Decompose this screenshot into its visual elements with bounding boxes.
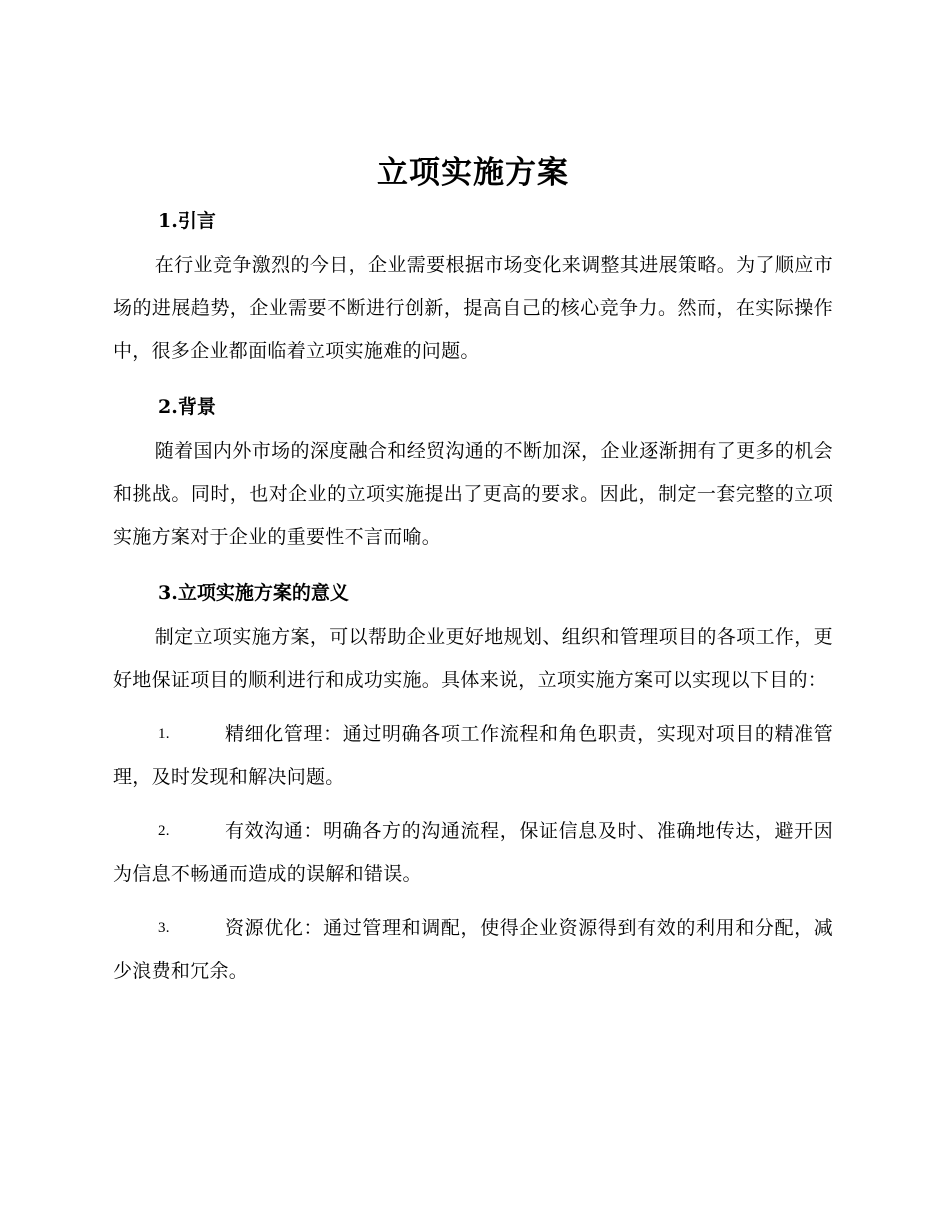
list-item-text: 有效沟通：明确各方的沟通流程，保证信息及时、准确地传达，避开因为信息不畅通而造成的误解和错误。 bbox=[113, 820, 833, 885]
list-item-text: 精细化管理：通过明确各项工作流程和角色职责，实现对项目的精准管理，及时发现和解决问题。 bbox=[113, 723, 833, 788]
list-item bbox=[113, 907, 833, 993]
list-item-number: 3. bbox=[158, 920, 170, 936]
list-item-text: 资源优化：通过管理和调配，使得企业资源得到有效的利用和分配，减少浪费和冗余。 bbox=[113, 917, 833, 982]
numbered-list bbox=[113, 713, 833, 993]
document-title: 立项实施方案 bbox=[377, 155, 569, 191]
section-paragraph-background: 随着国内外市场的深度融合和经贸沟通的不断加深，企业逐渐拥有了更多的机会和挑战。同时，也对企业的立项实施提出了更高的要求。因此，制定一套完整的立项实施方案对于企业的重要性不言而喻。 bbox=[113, 440, 833, 548]
section-paragraph-significance: 制定立项实施方案，可以帮助企业更好地规划、组织和管理项目的各项工作，更好地保证项目的顺利进行和成功实施。具体来说，立项实施方案可以实现以下目的： bbox=[113, 626, 833, 691]
section-heading-introduction: 1.引言 bbox=[158, 210, 216, 232]
section-heading-significance: 3.立项实施方案的意义 bbox=[158, 582, 349, 604]
list-item bbox=[113, 810, 833, 896]
list-item-number: 2. bbox=[158, 823, 170, 839]
list-item bbox=[113, 713, 833, 799]
document-page bbox=[113, 148, 833, 993]
section-paragraph-introduction: 在行业竞争激烈的今日，企业需要根据市场变化来调整其进展策略。为了顺应市场的进展趋势，企业需要不断进行创新，提高自己的核心竞争力。然而，在实际操作中，很多企业都面临着立项实施难的问题。 bbox=[113, 254, 833, 362]
list-item-number: 1. bbox=[158, 726, 170, 742]
section-heading-background: 2.背景 bbox=[158, 396, 216, 418]
